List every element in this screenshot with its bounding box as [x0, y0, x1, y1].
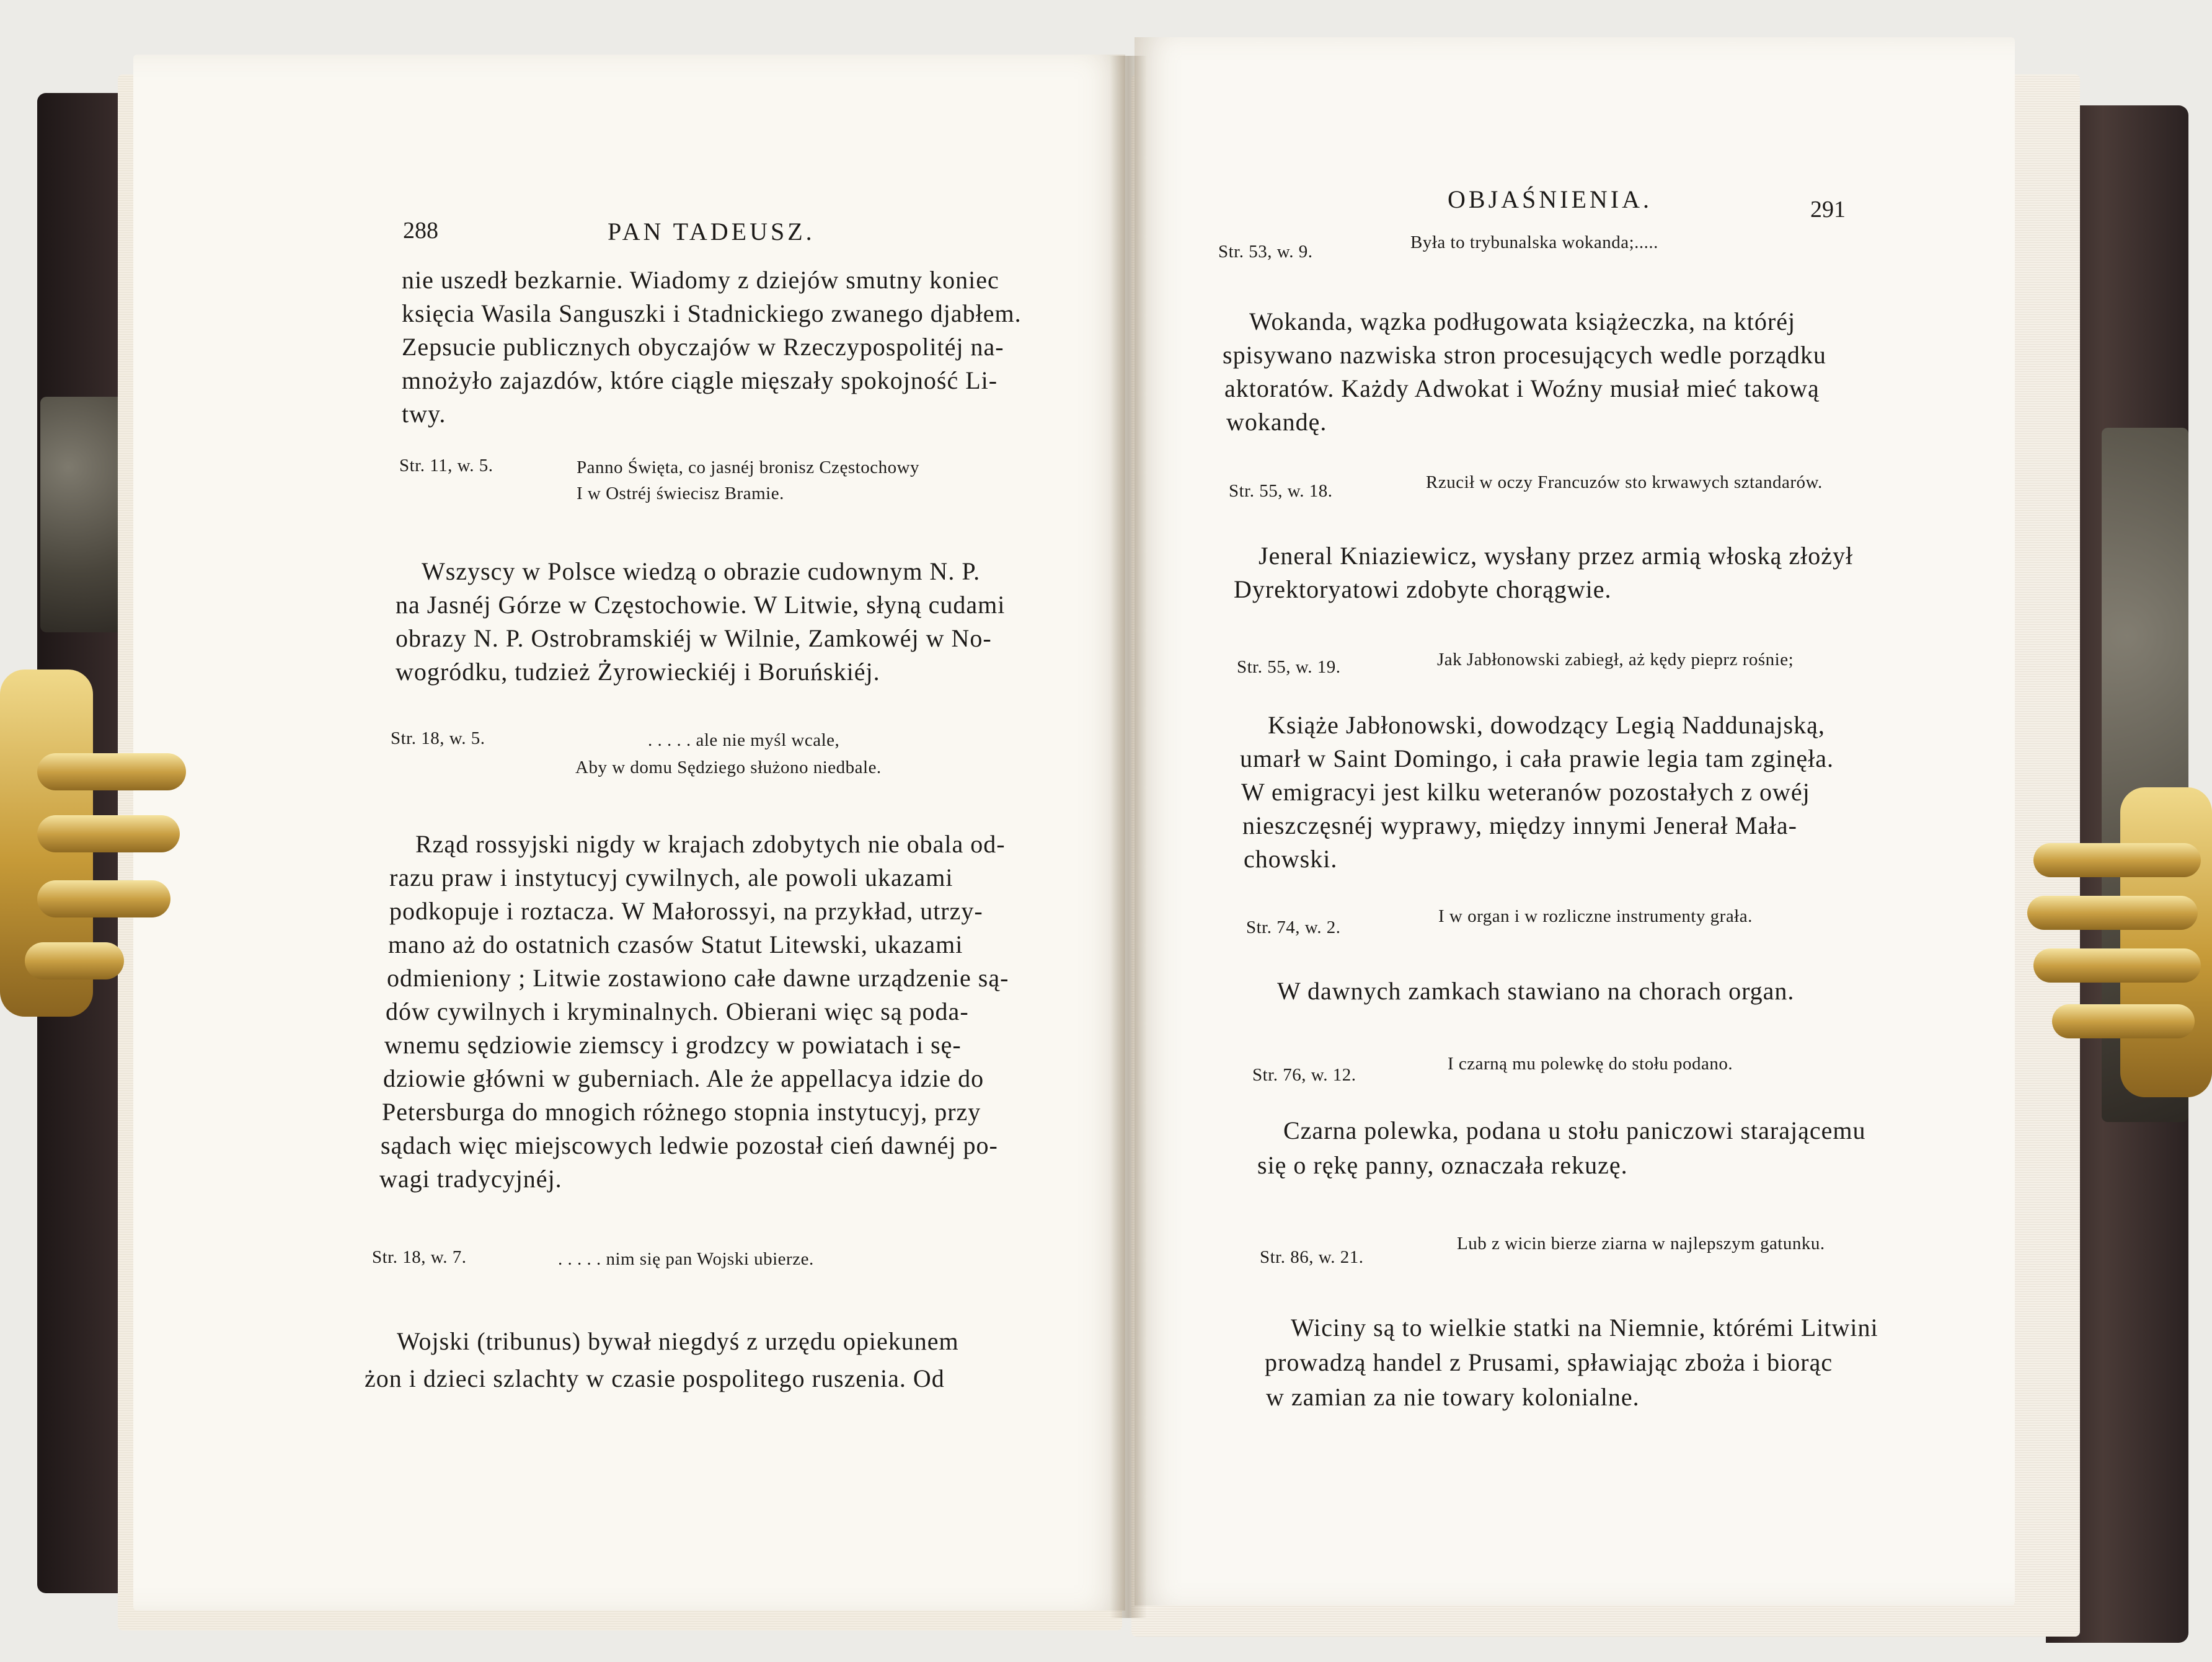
text-line: Zepsucie publicznych obyczajów w Rzeczypospolitéj na- — [402, 333, 1004, 361]
text-line: sądach więc miejscowych ledwie pozostał cień dawnéj po- — [381, 1131, 998, 1159]
text-line: się o rękę panny, oznaczała rekuzę. — [1257, 1151, 1628, 1179]
verse-quote: Była to trybunalska wokanda;..... — [1410, 232, 1658, 252]
footnote-reference: Str. 18, w. 5. — [391, 728, 485, 748]
text-line: na Jasnéj Górze w Częstochowie. W Litwie, słyną cudami — [396, 591, 1006, 619]
text-line: Wszyscy w Polsce wiedzą o obrazie cudownym N. P. — [422, 557, 981, 585]
verse-quote: I w Ostréj świecisz Bramie. — [577, 484, 784, 503]
verse-quote: Aby w domu Sędziego służono niedbale. — [575, 758, 882, 777]
verse-quote: Jak Jabłonowski zabiegł, aż kędy pieprz rośnie; — [1437, 650, 1794, 670]
text-line: Dyrektoryatowi zdobyte chorągwie. — [1234, 575, 1612, 603]
brass-hand-holder-right — [2027, 769, 2212, 1116]
text-line: umarł w Saint Domingo, i cała prawie legia tam zginęła. — [1240, 745, 1834, 772]
right-running-head: OBJAŚNIENIA. — [1448, 185, 1652, 213]
text-line: księcia Wasila Sanguszki i Stadnickiego zwanego djabłem. — [402, 299, 1022, 327]
text-line: mnożyło zajazdów, które ciągle mięszały spokojność Li- — [402, 366, 998, 394]
footnote-reference: Str. 18, w. 7. — [372, 1247, 467, 1267]
footnote-reference: Str. 55, w. 18. — [1229, 481, 1333, 501]
verse-quote: Lub z wicin bierze ziarna w najlepszym gatunku. — [1457, 1234, 1825, 1253]
verse-quote: Rzucił w oczy Francuzów sto krwawych sztandarów. — [1426, 472, 1823, 492]
text-line: Wojski (tribunus) bywał niegdyś z urzędu opiekunem — [397, 1327, 959, 1355]
footnote-reference: Str. 76, w. 12. — [1252, 1065, 1356, 1085]
text-line: nie uszedł bezkarnie. Wiadomy z dziejów smutny koniec — [402, 266, 999, 294]
text-line: twy. — [402, 400, 446, 428]
footnote-reference: Str. 55, w. 19. — [1237, 657, 1341, 677]
text-line: w zamian za nie towary kolonialne. — [1266, 1383, 1640, 1411]
text-line: wnemu sędziowie ziemscy i grodzcy w powiatach i sę- — [384, 1031, 962, 1059]
right-page-number: 291 — [1810, 197, 1846, 223]
text-line: spisywano nazwiska stron procesujących wedle porządku — [1223, 341, 1826, 369]
text-line: wagi tradycyjnéj. — [379, 1165, 562, 1193]
text-line: prowadzą handel z Prusami, spławiając zboża i biorąc — [1265, 1348, 1833, 1376]
text-line: W emigracyi jest kilku weteranów pozostałych z owéj — [1241, 778, 1810, 806]
verse-quote: I w organ i w rozliczne instrumenty grała. — [1438, 906, 1753, 926]
text-line: Jeneral Kniaziewicz, wysłany przez armią włoską złożył — [1259, 542, 1854, 570]
left-running-head: PAN TADEUSZ. — [608, 218, 815, 245]
verse-quote: . . . . . nim się pan Wojski ubierze. — [558, 1249, 814, 1269]
left-page-number: 288 — [403, 218, 438, 244]
text-line: Petersburga do mnogich różnego stopnia instytucyj, przy — [382, 1098, 981, 1126]
footnote-reference: Str. 86, w. 21. — [1260, 1247, 1364, 1267]
text-line: Wiciny są to wielkie statki na Niemnie, którémi Litwini — [1291, 1314, 1878, 1342]
text-line: Rząd rossyjski nigdy w krajach zdobytych nie obala od- — [415, 830, 1006, 858]
footnote-reference: Str. 74, w. 2. — [1246, 917, 1341, 937]
brass-hand-holder-left — [0, 645, 198, 1029]
text-line: chowski. — [1244, 845, 1338, 873]
text-line: obrazy N. P. Ostrobramskiéj w Wilnie, Zamkowéj w No- — [396, 624, 992, 652]
verse-quote: Panno Święta, co jasnéj bronisz Częstochowy — [577, 457, 920, 477]
text-line: wogródku, tudzież Żyrowieckiéj i Boruńskiéj. — [396, 658, 880, 686]
book-gutter — [1110, 56, 1147, 1618]
text-line: Wokanda, wązka podługowata książeczka, na któréj — [1249, 307, 1796, 335]
text-line: odmieniony ; Litwie zostawiono całe dawne urządzenie są- — [387, 964, 1009, 992]
text-line: Książe Jabłonowski, dowodzący Legią Naddunajską, — [1268, 711, 1825, 739]
footnote-reference: Str. 11, w. 5. — [399, 456, 493, 475]
text-line: dziowie główni w guberniach. Ale że appellacya idzie do — [383, 1064, 984, 1092]
verse-quote: . . . . . ale nie myśl wcale, — [648, 730, 840, 750]
text-line: wokandę. — [1226, 408, 1327, 436]
footnote-reference: Str. 53, w. 9. — [1218, 242, 1313, 262]
text-line: aktoratów. Każdy Adwokat i Woźny musiał mieć takową — [1224, 374, 1820, 402]
text-line: żon i dzieci szlachty w czasie pospolitego ruszenia. Od — [365, 1364, 945, 1392]
verse-quote: I czarną mu polewkę do stołu podano. — [1448, 1054, 1733, 1074]
text-line: dów cywilnych i kryminalnych. Obierani więc są poda- — [386, 997, 969, 1025]
text-line: Czarna polewka, podana u stołu paniczowi starającemu — [1283, 1116, 1866, 1144]
text-line: podkopuje i roztacza. W Małorossyi, na przykład, utrzy- — [389, 897, 983, 925]
text-line: mano aż do ostatnich czasów Statut Litewski, ukazami — [388, 930, 963, 958]
text-line: W dawnych zamkach stawiano na chorach organ. — [1277, 977, 1795, 1005]
text-line: razu praw i instytucyj cywilnych, ale powoli ukazami — [389, 864, 953, 891]
text-line: nieszczęsnéj wyprawy, między innymi Jenerał Mała- — [1242, 811, 1797, 839]
